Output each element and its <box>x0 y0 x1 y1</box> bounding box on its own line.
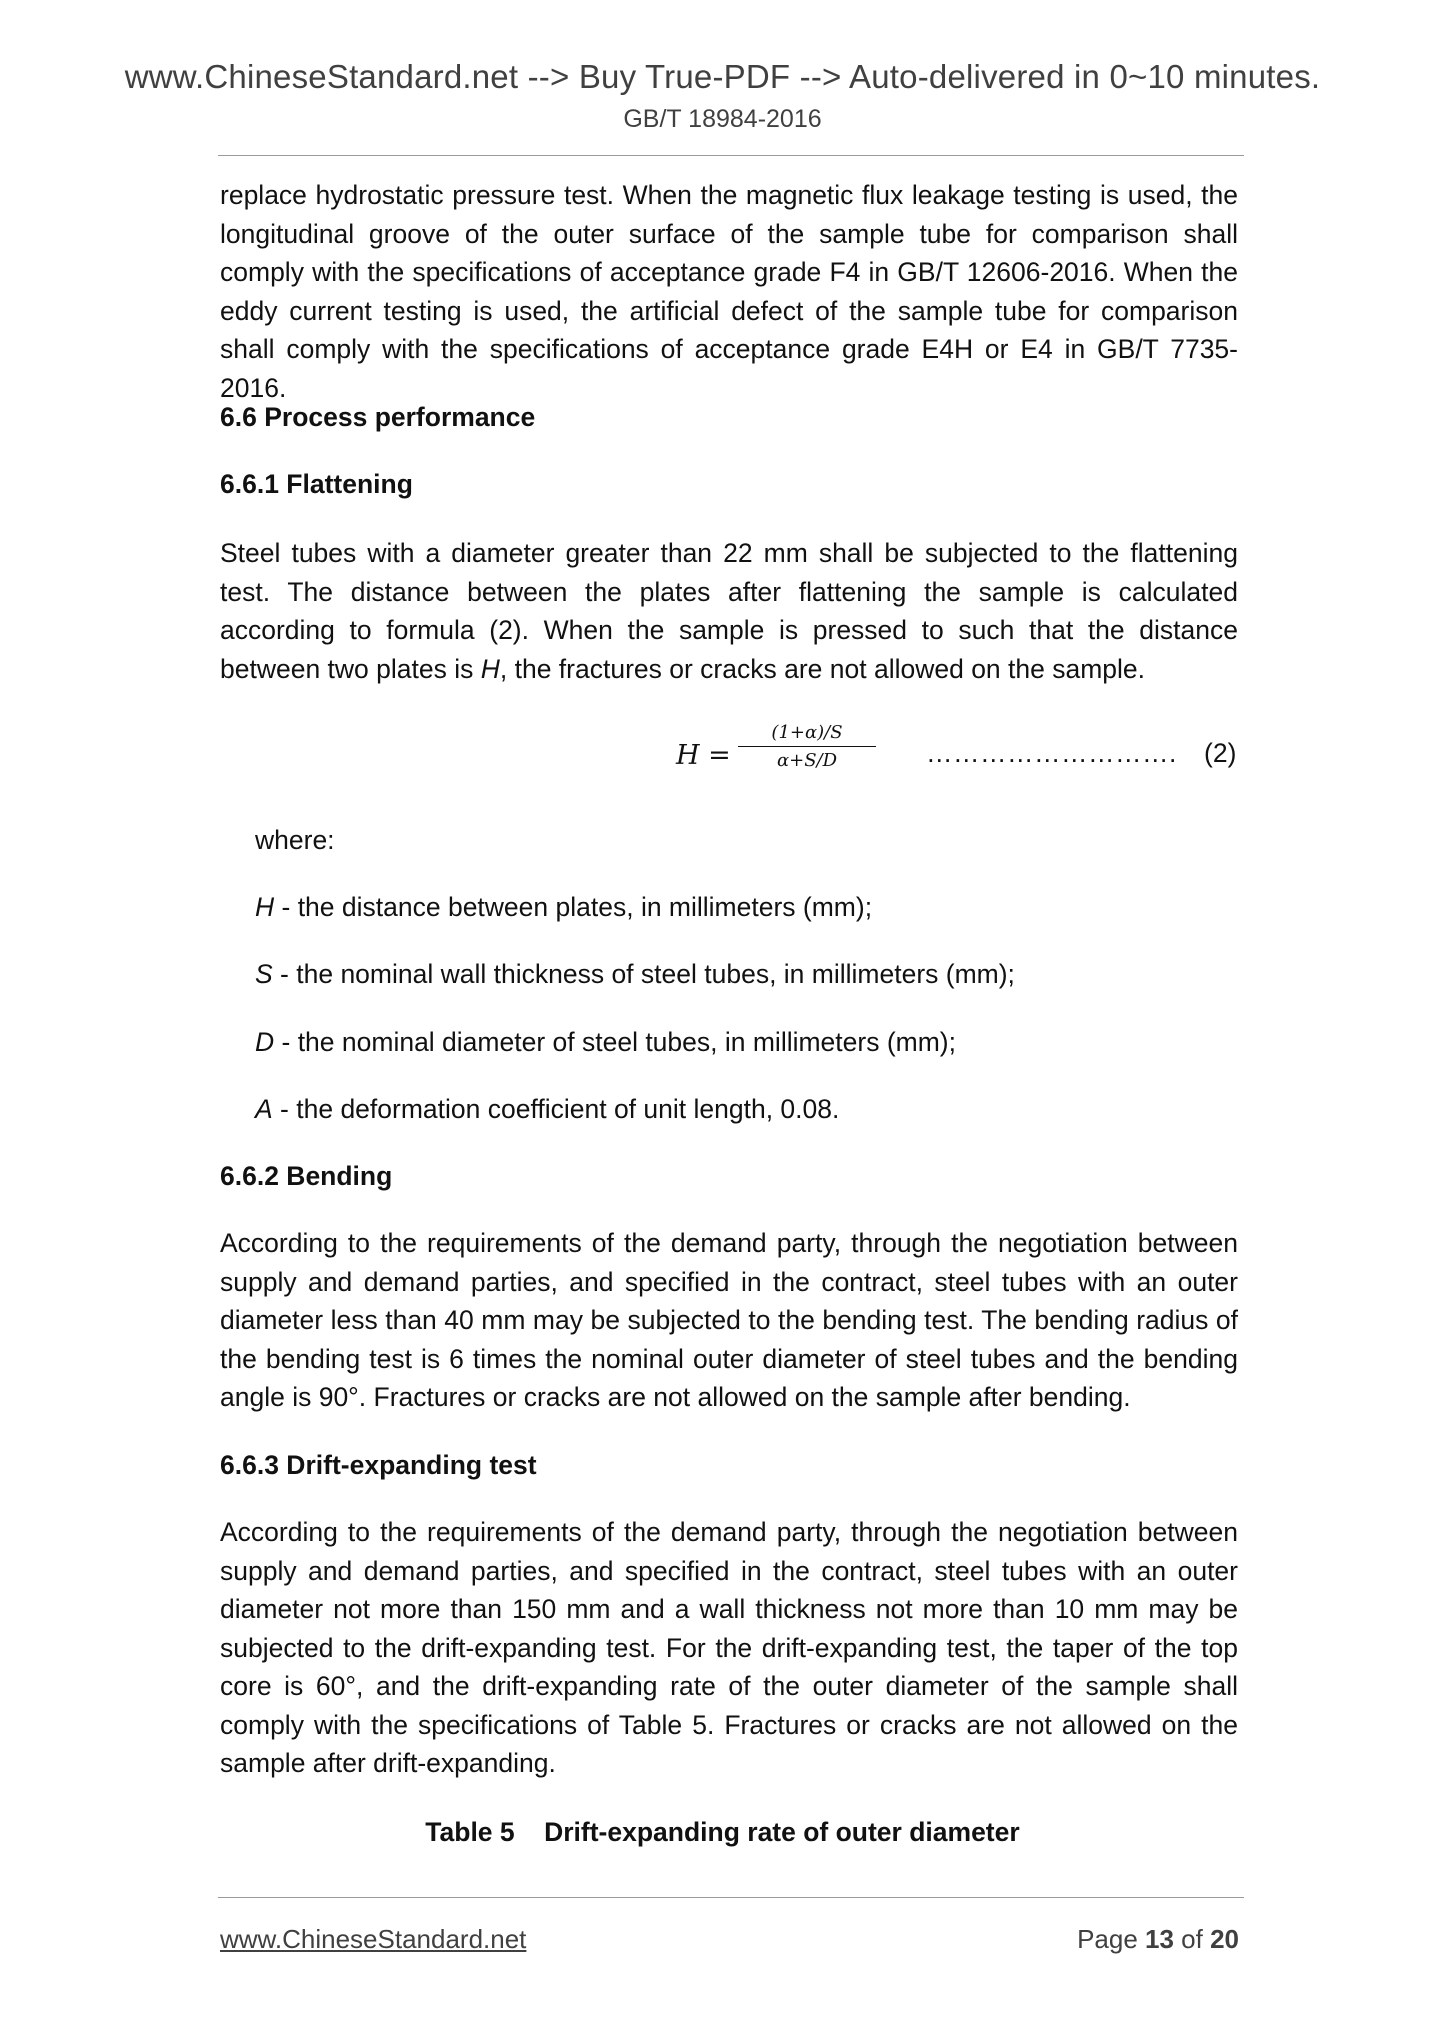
definition-d <box>255 1027 956 1058</box>
header-divider <box>218 155 1244 156</box>
footer-site-link[interactable]: www.ChineseStandard.net <box>220 1924 527 1954</box>
flattening-text-a: Steel tubes with a diameter greater than 22 mm shall be subjected to the flattening test. The distance between the plates after flattening the sample is calculated according to formula (2). When the sample is pressed to such that the distance between two plates is <box>220 538 1238 684</box>
definition-h <box>255 892 872 923</box>
header-banner: www.ChineseStandard.net --> Buy True-PDF --> Auto-delivered in 0~10 minutes. <box>124 58 1321 95</box>
definition-text: - the nominal diameter of steel tubes, in millimeters (mm); <box>274 1027 956 1057</box>
bending-paragraph: According to the requirements of the demand party, through the negotiation between supply and demand parties, and specified in the contract, steel tubes with an outer diameter less than 40 mm may be subjected to the bending test. The bending radius of the bending test is 6 times the nominal outer diameter of steel tubes and the bending angle is 90°. Fractures or cracks are not allowed on the sample after bending. <box>220 1228 1238 1412</box>
definition-text: - the distance between plates, in millimeters (mm); <box>274 892 873 922</box>
section-6-6-2-heading: 6.6.2 Bending <box>220 1161 393 1191</box>
of-label: of <box>1173 1924 1211 1954</box>
where-label: where: <box>255 825 335 855</box>
formula-leader-dots: ………………………. <box>926 738 1177 768</box>
flattening-symbol-h: H <box>480 653 500 684</box>
section-6-6-1-heading: 6.6.1 Flattening <box>220 469 413 499</box>
drift-expanding-paragraph: According to the requirements of the demand party, through the negotiation between supply and demand parties, and specified in the contract, steel tubes with an outer diameter not more than 150 mm and a wall thickness not more than 10 mm may be subjected to the drift-expanding test. For the drift-expanding test, the taper of the top core is 60°, and the drift-expanding rate of the outer diameter of the sample shall comply with the specifications of Table 5. Fractures or cracks are not allowed on the sample after drift-expanding. <box>220 1517 1238 1778</box>
flattening-paragraph <box>220 534 1238 688</box>
formula-denominator: α+S/D <box>776 750 838 771</box>
formula-lhs: H = <box>676 740 731 771</box>
definition-a <box>255 1094 839 1125</box>
formula-fraction <box>738 722 876 771</box>
page-number <box>1077 1924 1239 1955</box>
section-6-6-3-heading: 6.6.3 Drift-expanding test <box>220 1450 537 1480</box>
definition-text: - the deformation coefficient of unit length, 0.08. <box>272 1094 840 1124</box>
page-label: Page <box>1077 1924 1146 1954</box>
flattening-text-b: , the fractures or cracks are not allowed on the sample. <box>499 653 1146 684</box>
section-6-6-heading: 6.6 Process performance <box>220 402 536 432</box>
document-id: GB/T 18984-2016 <box>623 105 822 133</box>
formula-number: (2) <box>1204 738 1237 768</box>
definition-symbol: D <box>255 1027 275 1057</box>
current-page: 13 <box>1145 1924 1174 1954</box>
definition-symbol: S <box>255 959 273 989</box>
definition-s <box>255 959 1015 990</box>
definition-symbol: H <box>255 892 275 922</box>
footer-divider <box>218 1897 1244 1898</box>
intro-paragraph: replace hydrostatic pressure test. When the magnetic flux leakage testing is used, the longitudinal groove of the outer surface of the sample tube for comparison shall comply with the specifications of acceptance grade F4 in GB/T 12606-2016. When the eddy current testing is used, the artificial defect of the sample tube for comparison shall comply with the specifications of acceptance grade E4H or E4 in GB/T 7735-2016. <box>220 180 1238 403</box>
total-pages: 20 <box>1210 1924 1239 1954</box>
definition-symbol: A <box>255 1094 273 1124</box>
table-5-caption: Table 5 Drift-expanding rate of outer diameter <box>425 1817 1020 1847</box>
formula-numerator: (1+α)/S <box>738 722 876 747</box>
definition-text: - the nominal wall thickness of steel tubes, in millimeters (mm); <box>272 959 1015 989</box>
